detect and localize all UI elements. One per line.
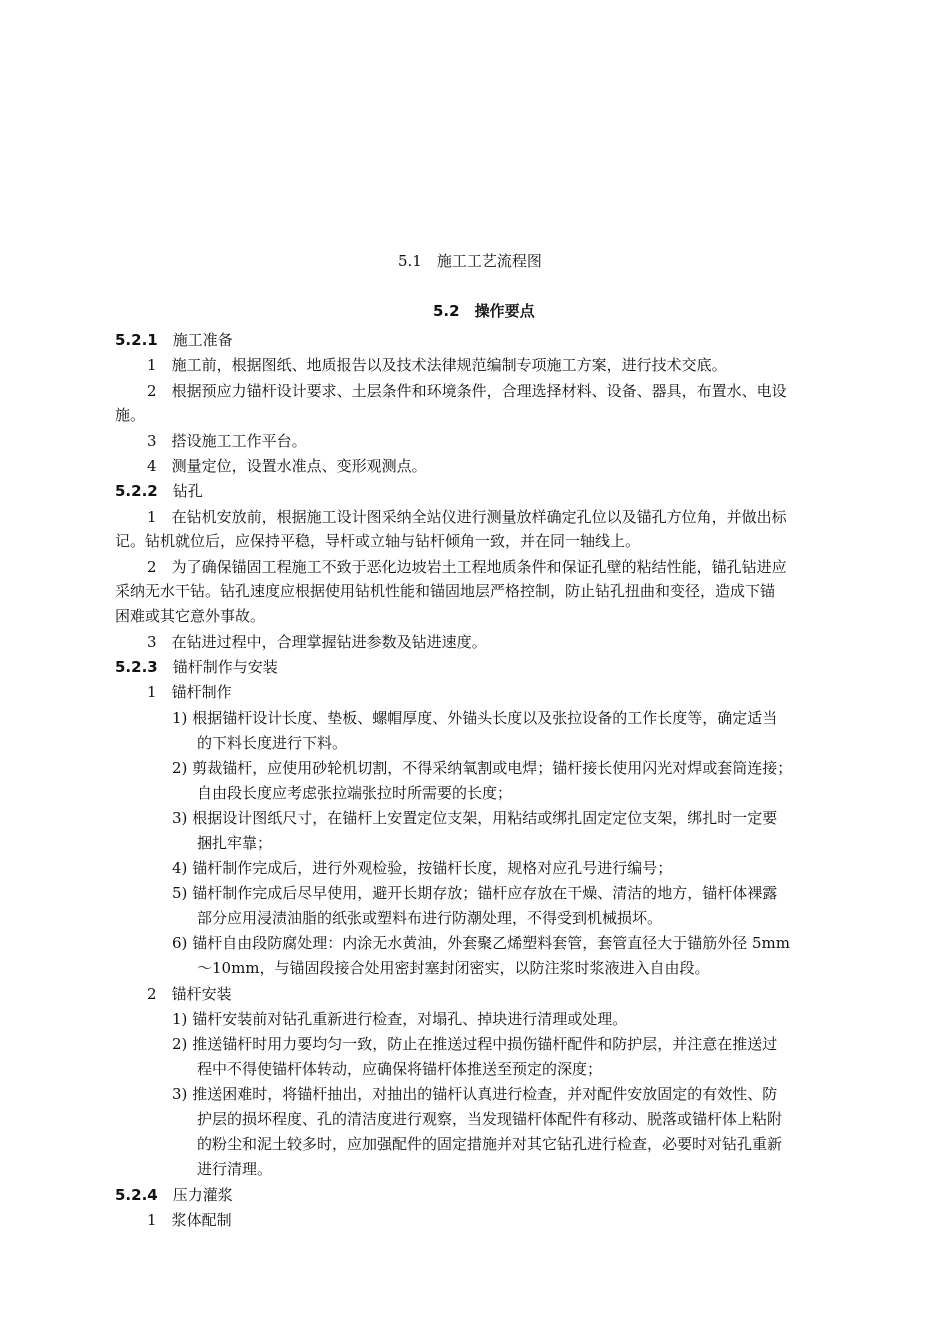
sub-heading-title: 锚杆安装 xyxy=(171,985,232,1003)
subsection-title: 钻孔 xyxy=(172,482,203,500)
sub-heading xyxy=(147,682,232,702)
item-number: 3 xyxy=(147,633,157,651)
sub-heading xyxy=(147,1210,232,1230)
paragraph xyxy=(147,507,787,527)
item-number: 4 xyxy=(147,457,157,475)
subsection-number: 5.2.4 xyxy=(115,1186,158,1204)
sub-heading xyxy=(147,984,232,1004)
list-item xyxy=(172,858,672,878)
list-item-number: 1) xyxy=(172,709,188,727)
list-item-number: 3) xyxy=(172,809,188,827)
list-item-text: 锚杆制作完成后尽早使用，避开长期存放；锚杆应存放在干燥、清洁的地方，锚杆体裸露 xyxy=(192,884,778,902)
subsection-heading xyxy=(115,1185,233,1205)
paragraph-continuation: 采纳无水干钻。钻孔速度应根据使用钻机性能和锚固地层严格控制，防止钻孔扭曲和变径，造成下锚 xyxy=(115,582,776,600)
list-item-number: 2) xyxy=(172,1035,188,1053)
paragraph-continuation: 记。钻机就位后，应保持平稳，导杆或立轴与钻杆倾角一致，并在同一轴线上。 xyxy=(115,532,641,550)
list-item-text: 根据设计图纸尺寸，在锚杆上安置定位支架，用粘结或绑扎固定定位支架，绑扎时一定要 xyxy=(192,809,778,827)
item-number: 1 xyxy=(147,1211,157,1229)
item-text: 在钻进过程中，合理掌握钻进参数及钻进速度。 xyxy=(171,633,487,651)
list-item-text: 推送困难时，将锚杆抽出，对抽出的锚杆认真进行检查，并对配件安放固定的有效性、防 xyxy=(192,1085,778,1103)
list-item xyxy=(172,758,792,778)
item-text: 在钻机安放前，根据施工设计图采纳全站仪进行测量放样确定孔位以及锚孔方位角，并做出标 xyxy=(171,508,787,526)
item-text: 根据预应力锚杆设计要求、土层条件和环境条件，合理选择材料、设备、器具，布置水、电设 xyxy=(171,382,787,400)
subsection-number: 5.2.2 xyxy=(115,482,158,500)
list-item-number: 5) xyxy=(172,884,188,902)
list-item-text: 锚杆安装前对钻孔重新进行检查，对塌孔、掉块进行清理或处理。 xyxy=(192,1010,628,1028)
item-text: 施工前，根据图纸、地质报告以及技术法律规范编制专项施工方案，进行技术交底。 xyxy=(171,356,727,374)
list-item xyxy=(172,883,777,903)
paragraph-continuation: 施。 xyxy=(115,406,146,424)
subsection-heading xyxy=(115,330,233,350)
item-number: 2 xyxy=(147,985,157,1003)
list-item-number: 3) xyxy=(172,1085,188,1103)
subsection-title: 锚杆制作与安装 xyxy=(172,658,278,676)
paragraph xyxy=(147,557,787,577)
item-number: 3 xyxy=(147,432,157,450)
paragraph xyxy=(147,632,487,652)
item-number: 2 xyxy=(147,558,157,576)
item-number: 1 xyxy=(147,508,157,526)
list-item-number: 6) xyxy=(172,934,188,952)
list-item-continuation: 护层的损坏程度、孔的清洁度进行观察，当发现锚杆体配件有移动、脱落或锚杆体上粘附 xyxy=(197,1110,783,1128)
item-text: 为了确保锚固工程施工不致于恶化边坡岩土工程地质条件和保证孔壁的粘结性能，锚孔钻进应 xyxy=(171,558,787,576)
item-number: 2 xyxy=(147,382,157,400)
list-item-text: 锚杆自由段防腐处理：内涂无水黄油，外套聚乙烯塑料套管，套管直径大于锚筋外径 5mm xyxy=(192,934,790,952)
list-item-continuation: 进行清理。 xyxy=(197,1160,273,1178)
paragraph xyxy=(147,381,787,401)
paragraph-continuation: 困难或其它意外事故。 xyxy=(115,607,266,625)
list-item-continuation: ～10mm，与锚固段接合处用密封塞封闭密实，以防注浆时浆液进入自由段。 xyxy=(197,959,710,977)
list-item-number: 2) xyxy=(172,759,188,777)
list-item-number: 1) xyxy=(172,1010,188,1028)
list-item xyxy=(172,933,790,953)
item-number: 1 xyxy=(147,683,157,701)
sub-heading-title: 锚杆制作 xyxy=(171,683,232,701)
list-item-text: 剪裁锚杆，应使用砂轮机切割，不得采纳氧割或电焊；锚杆接长使用闪光对焊或套筒连接； xyxy=(192,759,793,777)
subsection-number: 5.2.3 xyxy=(115,658,158,676)
list-item-text: 推送锚杆时用力要均匀一致，防止在推送过程中损伤锚杆配件和防护层，并注意在推送过 xyxy=(192,1035,778,1053)
list-item xyxy=(172,1009,627,1029)
list-item-continuation: 的粉尘和泥土较多时，应加强配件的固定措施并对其它钻孔进行检查，必要时对钻孔重新 xyxy=(197,1135,783,1153)
paragraph xyxy=(147,431,307,451)
list-item-continuation: 程中不得使锚杆体转动，应确保将锚杆体推送至预定的深度； xyxy=(197,1060,603,1078)
paragraph xyxy=(147,355,727,375)
list-item xyxy=(172,808,777,828)
item-text: 测量定位，设置水准点、变形观测点。 xyxy=(171,457,427,475)
list-item-continuation: 自由段长度应考虑张拉端张拉时所需要的长度； xyxy=(197,784,513,802)
item-text: 搭设施工工作平台。 xyxy=(171,432,307,450)
section-heading: 5.2 操作要点 xyxy=(433,302,535,320)
list-item-text: 根据锚杆设计长度、垫板、螺帽厚度、外锚头长度以及张拉设备的工作长度等，确定适当 xyxy=(192,709,778,727)
paragraph xyxy=(147,456,427,476)
list-item-continuation: 部分应用浸渍油脂的纸张或塑料布进行防潮处理，不得受到机械损坏。 xyxy=(197,909,663,927)
list-item xyxy=(172,708,777,728)
list-item-text: 锚杆制作完成后，进行外观检验，按锚杆长度，规格对应孔号进行编号； xyxy=(192,859,673,877)
sub-heading-title: 浆体配制 xyxy=(171,1211,232,1229)
subsection-heading xyxy=(115,657,278,677)
list-item xyxy=(172,1084,777,1104)
list-item-number: 4) xyxy=(172,859,188,877)
subsection-heading xyxy=(115,481,203,501)
list-item-continuation: 捆扎牢靠； xyxy=(197,834,273,852)
item-number: 1 xyxy=(147,356,157,374)
list-item-continuation: 的下料长度进行下料。 xyxy=(197,734,348,752)
subsection-title: 压力灌浆 xyxy=(172,1186,233,1204)
list-item xyxy=(172,1034,777,1054)
subsection-number: 5.2.1 xyxy=(115,331,158,349)
figure-caption: 5.1 施工工艺流程图 xyxy=(398,252,542,270)
subsection-title: 施工准备 xyxy=(172,331,233,349)
